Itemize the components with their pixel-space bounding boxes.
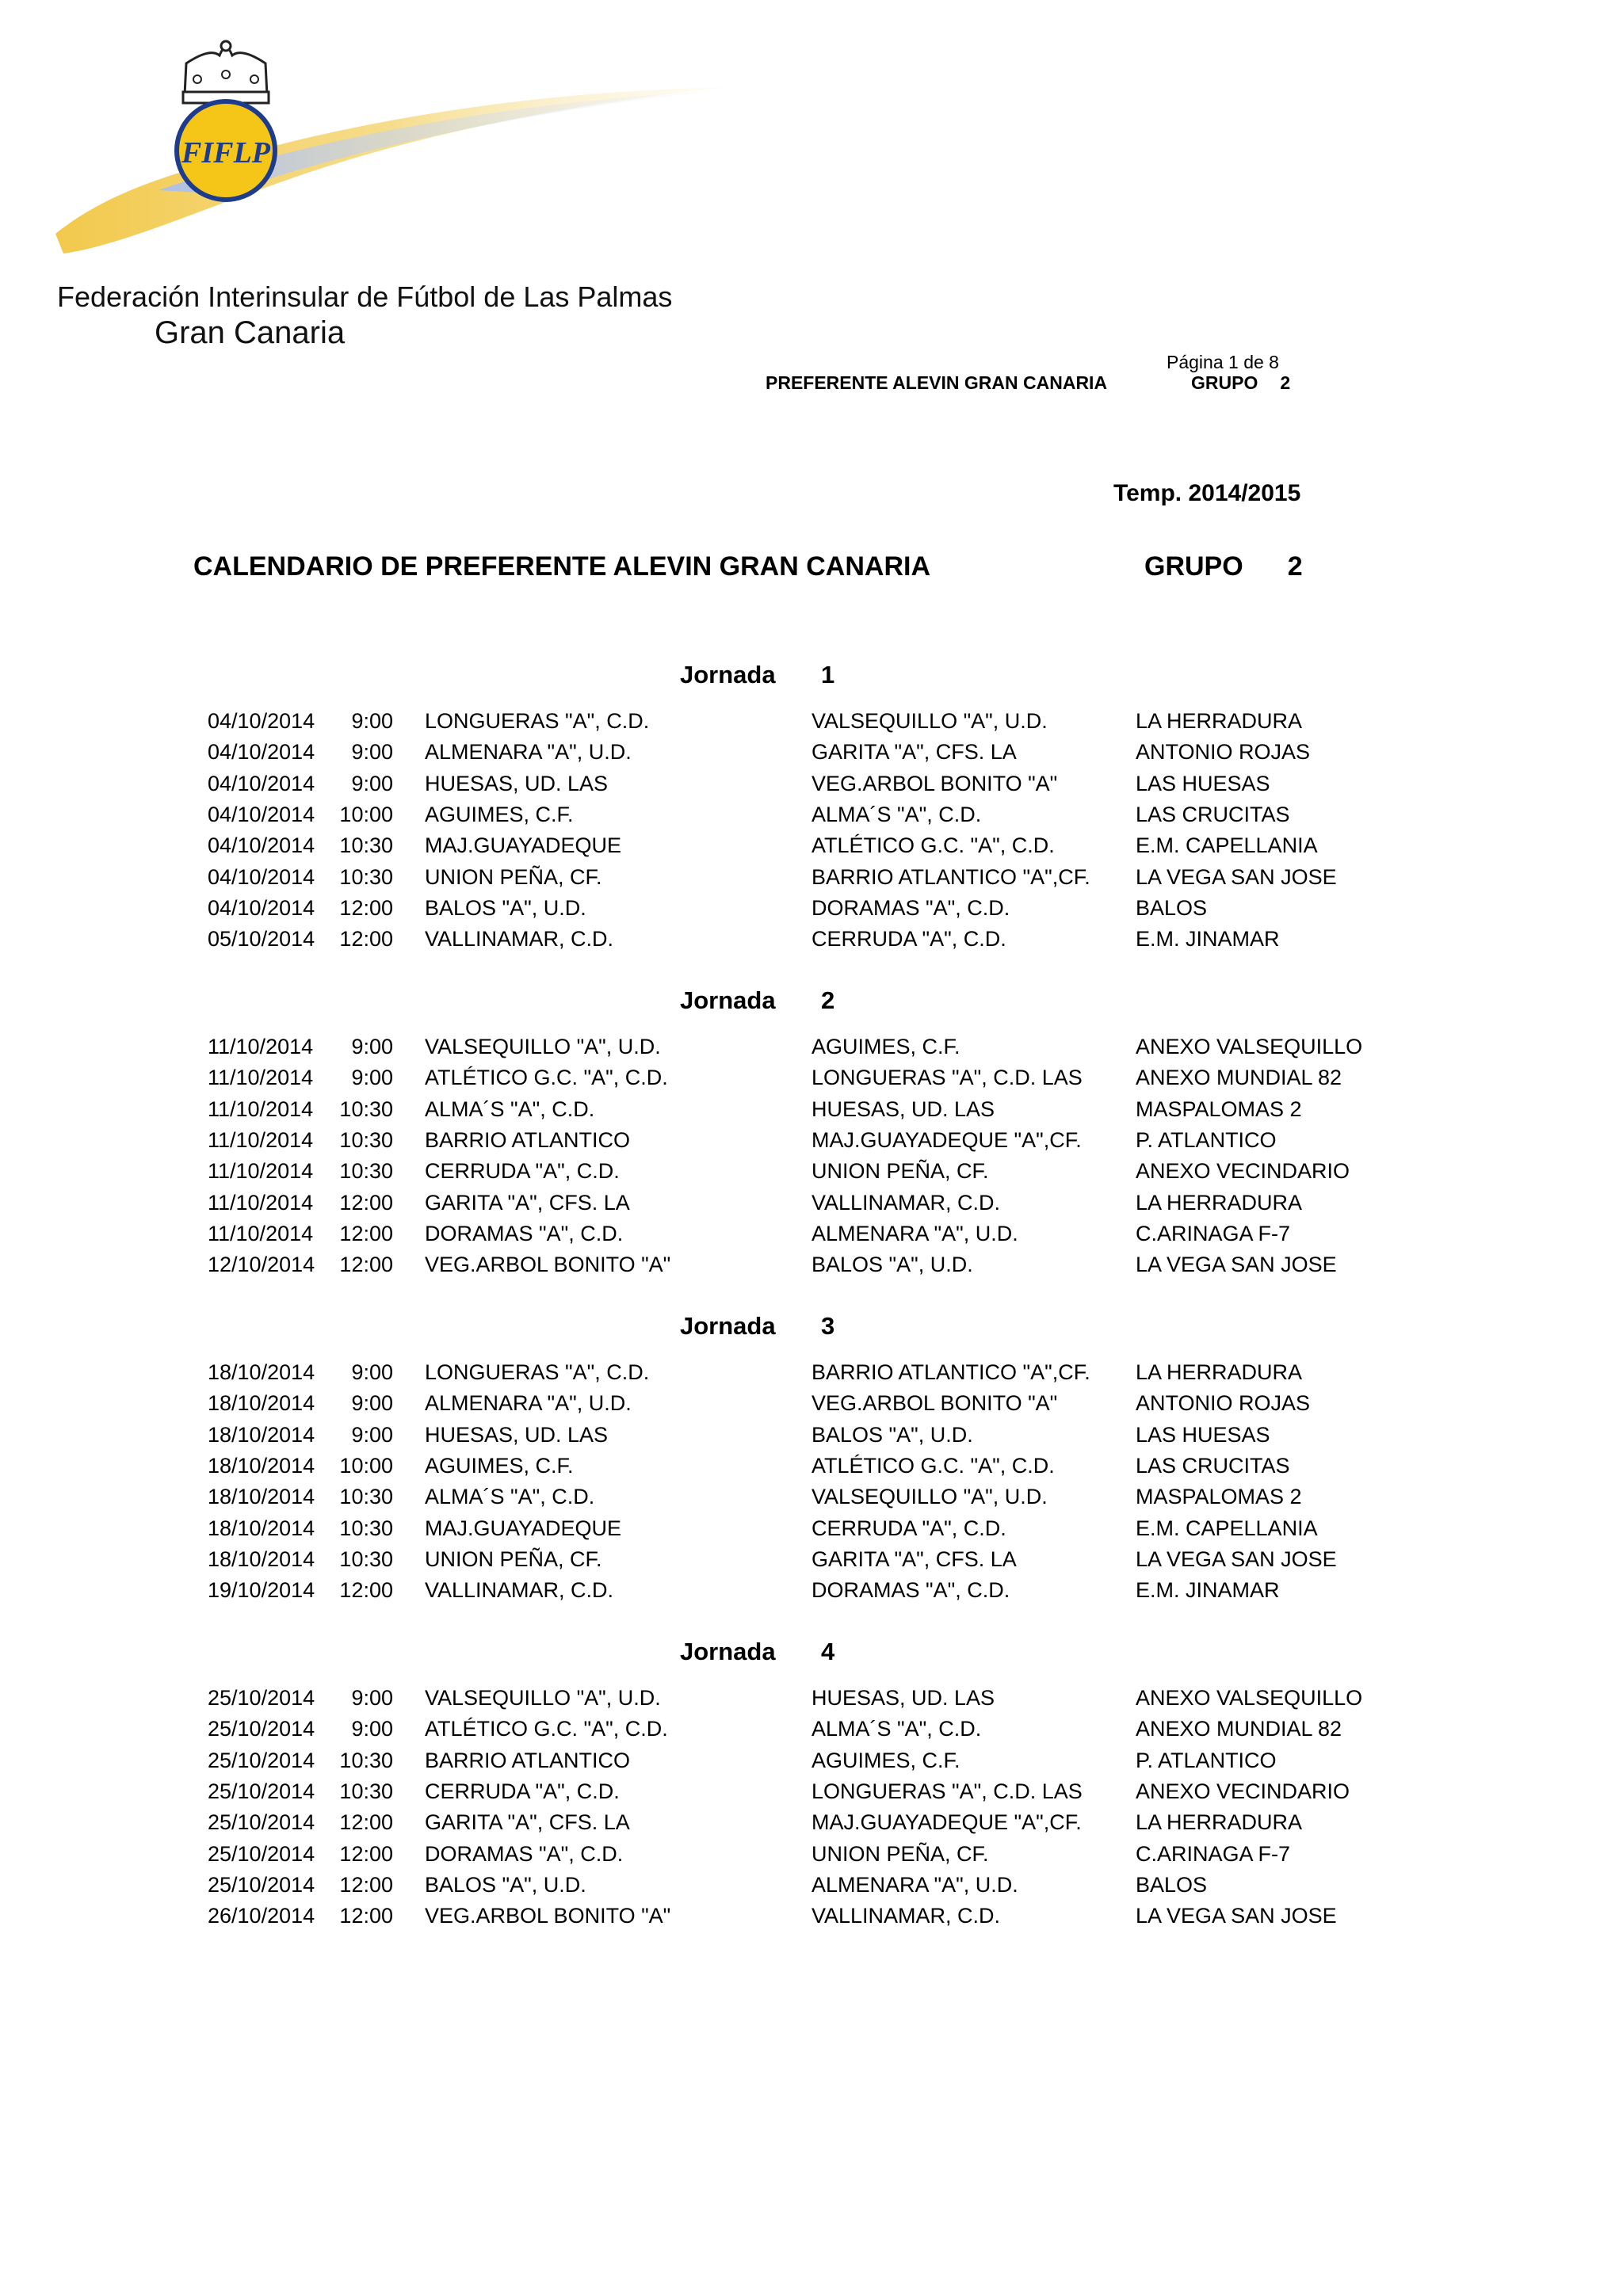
match-venue: LA HERRADURA	[1136, 1190, 1303, 1215]
page-title: CALENDARIO DE PREFERENTE ALEVIN GRAN CANARIA	[193, 551, 931, 582]
match-time: 10:00	[339, 802, 393, 826]
header-grupo	[1191, 372, 1290, 394]
home-team: VALSEQUILLO "A", U.D.	[425, 1035, 661, 1058]
title-grupo	[1144, 551, 1303, 582]
header-competition: PREFERENTE ALEVIN GRAN CANARIA	[766, 372, 1108, 393]
match-venue: E.M. CAPELLANIA	[1136, 833, 1318, 858]
match-date: 18/10/2014	[208, 1516, 315, 1540]
away-team: ATLÉTICO G.C. "A", C.D.	[812, 833, 1055, 858]
home-team: LONGUERAS "A", C.D.	[425, 1360, 650, 1384]
match-date: 18/10/2014	[208, 1391, 315, 1416]
match-venue: E.M. JINAMAR	[1136, 1578, 1280, 1603]
match-row	[0, 803, 1623, 833]
match-date: 12/10/2014	[208, 1253, 315, 1277]
match-time: 12:00	[339, 1872, 393, 1897]
jornada-label: Jornada	[680, 986, 776, 1014]
crest-icon	[177, 101, 275, 200]
match-venue: P. ATLANTICO	[1136, 1127, 1277, 1152]
away-team: DORAMAS "A", C.D.	[812, 895, 1010, 920]
jornada-number: 2	[821, 986, 835, 1014]
federation-name: Federación Interinsular de Fútbol de Las Palmas	[57, 280, 673, 313]
federation-logo	[48, 24, 745, 261]
jornada-heading	[680, 1312, 835, 1341]
match-venue: MASPALOMAS 2	[1136, 1485, 1302, 1509]
match-time: 10:00	[339, 1453, 393, 1478]
match-date: 25/10/2014	[208, 1810, 315, 1835]
match-date: 25/10/2014	[208, 1841, 315, 1866]
jornada-section	[0, 1633, 1623, 1928]
match-date: 26/10/2014	[208, 1904, 315, 1928]
match-venue: LA HERRADURA	[1136, 1360, 1303, 1384]
match-row	[0, 833, 1623, 864]
home-team: DORAMAS "A", C.D.	[425, 1841, 624, 1866]
match-time: 10:30	[339, 864, 393, 889]
away-team: ALMENARA "A", U.D.	[812, 1221, 1018, 1245]
match-time: 12:00	[339, 1190, 393, 1215]
match-date: 25/10/2014	[208, 1717, 315, 1741]
match-time: 12:00	[339, 927, 393, 952]
away-team: MAJ.GUAYADEQUE "A",CF.	[812, 1127, 1082, 1152]
jornada-label: Jornada	[680, 1312, 776, 1340]
header-grupo-number: 2	[1280, 372, 1291, 393]
jornada-number: 3	[821, 1312, 835, 1340]
away-team: LONGUERAS "A", C.D. LAS	[812, 1066, 1083, 1090]
home-team: VALLINAMAR, C.D.	[425, 927, 614, 952]
match-row	[0, 1454, 1623, 1485]
match-time: 10:30	[339, 1748, 393, 1772]
match-time: 12:00	[339, 1578, 393, 1603]
match-time: 9:00	[351, 1066, 393, 1090]
home-team: CERRUDA "A", C.D.	[425, 1159, 620, 1184]
match-venue: ANEXO VECINDARIO	[1136, 1159, 1350, 1184]
match-venue: LA VEGA SAN JOSE	[1136, 1547, 1337, 1571]
match-venue: P. ATLANTICO	[1136, 1748, 1277, 1772]
match-time: 12:00	[339, 895, 393, 920]
match-time: 12:00	[339, 1810, 393, 1835]
home-team: VALSEQUILLO "A", U.D.	[425, 1686, 661, 1710]
home-team: BARRIO ATLANTICO	[425, 1127, 631, 1152]
match-date: 18/10/2014	[208, 1422, 315, 1447]
jornada-section	[0, 1307, 1623, 1603]
match-venue: E.M. CAPELLANIA	[1136, 1516, 1318, 1540]
match-venue: LA HERRADURA	[1136, 1810, 1303, 1835]
away-team: ALMENARA "A", U.D.	[812, 1872, 1018, 1897]
match-venue: LAS CRUCITAS	[1136, 802, 1290, 826]
match-time: 12:00	[339, 1904, 393, 1928]
match-venue: C.ARINAGA F-7	[1136, 1221, 1291, 1245]
crest-monogram: FIFLP	[181, 136, 270, 170]
season-label: Temp. 2014/2015	[1113, 480, 1301, 506]
match-date: 04/10/2014	[208, 709, 315, 733]
away-team: UNION PEÑA, CF.	[812, 1841, 989, 1866]
away-team: GARITA "A", CFS. LA	[812, 1547, 1017, 1571]
away-team: BALOS "A", U.D.	[812, 1422, 973, 1447]
away-team: ALMA´S "A", C.D.	[812, 1717, 982, 1741]
match-date: 25/10/2014	[208, 1872, 315, 1897]
match-date: 19/10/2014	[208, 1578, 315, 1603]
match-time: 9:00	[351, 1717, 393, 1741]
away-team: BALOS "A", U.D.	[812, 1253, 973, 1277]
match-time: 9:00	[351, 771, 393, 795]
match-time: 9:00	[351, 1686, 393, 1710]
match-date: 04/10/2014	[208, 833, 315, 858]
match-time: 10:30	[339, 1159, 393, 1184]
match-time: 10:30	[339, 1547, 393, 1571]
match-venue: C.ARINAGA F-7	[1136, 1841, 1291, 1866]
match-date: 04/10/2014	[208, 771, 315, 795]
match-row	[0, 1717, 1623, 1748]
away-team: AGUIMES, C.F.	[812, 1748, 960, 1772]
match-time: 9:00	[351, 1422, 393, 1447]
match-time: 9:00	[351, 1360, 393, 1384]
match-date: 25/10/2014	[208, 1686, 315, 1710]
match-venue: LAS HUESAS	[1136, 1422, 1270, 1447]
away-team: VALLINAMAR, C.D.	[812, 1190, 1001, 1215]
match-row	[0, 1686, 1623, 1717]
away-team: CERRUDA "A", C.D.	[812, 1516, 1006, 1540]
match-row	[0, 1749, 1623, 1779]
title-grupo-number: 2	[1287, 551, 1303, 582]
match-row	[0, 1842, 1623, 1873]
match-date: 25/10/2014	[208, 1748, 315, 1772]
away-team: GARITA "A", CFS. LA	[812, 740, 1017, 765]
match-venue: ANEXO VALSEQUILLO	[1136, 1035, 1363, 1058]
away-team: VEG.ARBOL BONITO "A"	[812, 1391, 1058, 1416]
home-team: ALMENARA "A", U.D.	[425, 1391, 632, 1416]
match-row	[0, 1423, 1623, 1454]
match-time: 10:30	[339, 1097, 393, 1121]
jornada-number: 4	[821, 1638, 835, 1665]
match-venue: LA VEGA SAN JOSE	[1136, 1253, 1337, 1277]
home-team: ALMA´S "A", C.D.	[425, 1097, 595, 1121]
match-date: 04/10/2014	[208, 864, 315, 889]
away-team: BARRIO ATLANTICO "A",CF.	[812, 864, 1090, 889]
home-team: UNION PEÑA, CF.	[425, 1547, 602, 1571]
match-time: 12:00	[339, 1253, 393, 1277]
match-row	[0, 709, 1623, 740]
match-row	[0, 1191, 1623, 1222]
match-venue: ANEXO VALSEQUILLO	[1136, 1686, 1363, 1710]
match-time: 10:30	[339, 1127, 393, 1152]
match-row	[0, 1360, 1623, 1391]
jornada-heading	[680, 661, 835, 689]
match-venue: ANTONIO ROJAS	[1136, 1391, 1311, 1416]
federation-subtitle: Gran Canaria	[155, 315, 346, 350]
away-team: LONGUERAS "A", C.D. LAS	[812, 1779, 1083, 1803]
match-time: 9:00	[351, 709, 393, 733]
away-team: HUESAS, UD. LAS	[812, 1686, 995, 1710]
match-venue: MASPALOMAS 2	[1136, 1097, 1302, 1121]
match-time: 10:30	[339, 1516, 393, 1540]
match-row	[0, 1578, 1623, 1609]
match-row	[0, 1035, 1623, 1066]
home-team: ATLÉTICO G.C. "A", C.D.	[425, 1066, 668, 1090]
home-team: BALOS "A", U.D.	[425, 1872, 586, 1897]
home-team: BALOS "A", U.D.	[425, 895, 586, 920]
crown-icon	[183, 41, 269, 103]
home-team: HUESAS, UD. LAS	[425, 1422, 609, 1447]
title-grupo-label: GRUPO	[1144, 551, 1243, 582]
match-date: 11/10/2014	[208, 1159, 314, 1184]
away-team: VEG.ARBOL BONITO "A"	[812, 771, 1058, 795]
jornada-number: 1	[821, 661, 835, 688]
home-team: GARITA "A", CFS. LA	[425, 1190, 630, 1215]
home-team: VALLINAMAR, C.D.	[425, 1578, 614, 1603]
match-row	[0, 1097, 1623, 1128]
match-row	[0, 1066, 1623, 1097]
away-team: MAJ.GUAYADEQUE "A",CF.	[812, 1810, 1082, 1835]
home-team: UNION PEÑA, CF.	[425, 864, 602, 889]
match-row	[0, 740, 1623, 771]
home-team: BARRIO ATLANTICO	[425, 1748, 631, 1772]
match-venue: BALOS	[1136, 895, 1208, 920]
match-venue: LAS HUESAS	[1136, 771, 1270, 795]
home-team: ALMENARA "A", U.D.	[425, 740, 632, 765]
away-team: BARRIO ATLANTICO "A",CF.	[812, 1360, 1090, 1384]
match-date: 04/10/2014	[208, 895, 315, 920]
match-time: 10:30	[339, 1779, 393, 1803]
match-venue: ANTONIO ROJAS	[1136, 740, 1311, 765]
match-venue: ANEXO VECINDARIO	[1136, 1779, 1350, 1803]
match-row	[0, 1904, 1623, 1935]
jornada-label: Jornada	[680, 1638, 776, 1665]
match-venue: BALOS	[1136, 1872, 1208, 1897]
match-date: 18/10/2014	[208, 1360, 315, 1384]
schedule	[0, 656, 1623, 1958]
match-date: 25/10/2014	[208, 1779, 315, 1803]
match-time: 12:00	[339, 1841, 393, 1866]
match-time: 9:00	[351, 1035, 393, 1058]
match-row	[0, 1253, 1623, 1283]
match-date: 11/10/2014	[208, 1127, 314, 1152]
header-grupo-label: GRUPO	[1191, 372, 1258, 393]
away-team: ALMA´S "A", C.D.	[812, 802, 982, 826]
match-date: 04/10/2014	[208, 740, 315, 765]
match-row	[0, 1485, 1623, 1516]
match-date: 18/10/2014	[208, 1485, 315, 1509]
match-row	[0, 865, 1623, 896]
home-team: ALMA´S "A", C.D.	[425, 1485, 595, 1509]
match-venue: LAS CRUCITAS	[1136, 1453, 1290, 1478]
logo-swoosh-yellow	[55, 87, 729, 254]
match-time: 9:00	[351, 740, 393, 765]
away-team: CERRUDA "A", C.D.	[812, 927, 1006, 952]
away-team: VALLINAMAR, C.D.	[812, 1904, 1001, 1928]
match-venue: LA VEGA SAN JOSE	[1136, 864, 1337, 889]
match-row	[0, 1391, 1623, 1422]
match-date: 11/10/2014	[208, 1035, 314, 1058]
page-number: Página 1 de 8	[1167, 352, 1279, 372]
away-team: AGUIMES, C.F.	[812, 1035, 960, 1058]
match-date: 11/10/2014	[208, 1097, 314, 1121]
match-date: 05/10/2014	[208, 927, 315, 952]
match-row	[0, 1547, 1623, 1578]
home-team: VEG.ARBOL BONITO "A"	[425, 1253, 671, 1277]
home-team: CERRUDA "A", C.D.	[425, 1779, 620, 1803]
jornada-heading	[680, 986, 835, 1015]
match-date: 18/10/2014	[208, 1453, 315, 1478]
home-team: HUESAS, UD. LAS	[425, 771, 609, 795]
match-row	[0, 1873, 1623, 1904]
match-row	[0, 927, 1623, 958]
match-row	[0, 1159, 1623, 1190]
match-time: 9:00	[351, 1391, 393, 1416]
away-team: ATLÉTICO G.C. "A", C.D.	[812, 1453, 1055, 1478]
match-venue: ANEXO MUNDIAL 82	[1136, 1717, 1342, 1741]
jornada-section	[0, 656, 1623, 952]
match-row	[0, 1810, 1623, 1841]
home-team: ATLÉTICO G.C. "A", C.D.	[425, 1717, 668, 1741]
match-row	[0, 772, 1623, 803]
away-team: VALSEQUILLO "A", U.D.	[812, 1485, 1048, 1509]
match-date: 18/10/2014	[208, 1547, 315, 1571]
match-venue: E.M. JINAMAR	[1136, 927, 1280, 952]
match-date: 11/10/2014	[208, 1190, 314, 1215]
away-team: HUESAS, UD. LAS	[812, 1097, 995, 1121]
away-team: DORAMAS "A", C.D.	[812, 1578, 1010, 1603]
away-team: VALSEQUILLO "A", U.D.	[812, 709, 1048, 733]
match-date: 04/10/2014	[208, 802, 315, 826]
home-team: LONGUERAS "A", C.D.	[425, 709, 650, 733]
match-time: 10:30	[339, 833, 393, 858]
jornada-section	[0, 982, 1623, 1277]
match-row	[0, 1779, 1623, 1810]
match-venue: LA VEGA SAN JOSE	[1136, 1904, 1337, 1928]
match-row	[0, 1128, 1623, 1159]
match-row	[0, 896, 1623, 927]
match-date: 11/10/2014	[208, 1066, 314, 1090]
match-time: 12:00	[339, 1221, 393, 1245]
home-team: AGUIMES, C.F.	[425, 1453, 574, 1478]
match-time: 10:30	[339, 1485, 393, 1509]
away-team: UNION PEÑA, CF.	[812, 1159, 989, 1184]
home-team: AGUIMES, C.F.	[425, 802, 574, 826]
home-team: VEG.ARBOL BONITO "A"	[425, 1904, 671, 1928]
home-team: MAJ.GUAYADEQUE	[425, 1516, 622, 1540]
match-venue: ANEXO MUNDIAL 82	[1136, 1066, 1342, 1090]
jornada-heading	[680, 1638, 835, 1666]
match-date: 11/10/2014	[208, 1221, 314, 1245]
home-team: DORAMAS "A", C.D.	[425, 1221, 624, 1245]
match-venue: LA HERRADURA	[1136, 709, 1303, 733]
match-row	[0, 1516, 1623, 1547]
jornada-label: Jornada	[680, 661, 776, 688]
home-team: GARITA "A", CFS. LA	[425, 1810, 630, 1835]
match-row	[0, 1222, 1623, 1253]
home-team: MAJ.GUAYADEQUE	[425, 833, 622, 858]
